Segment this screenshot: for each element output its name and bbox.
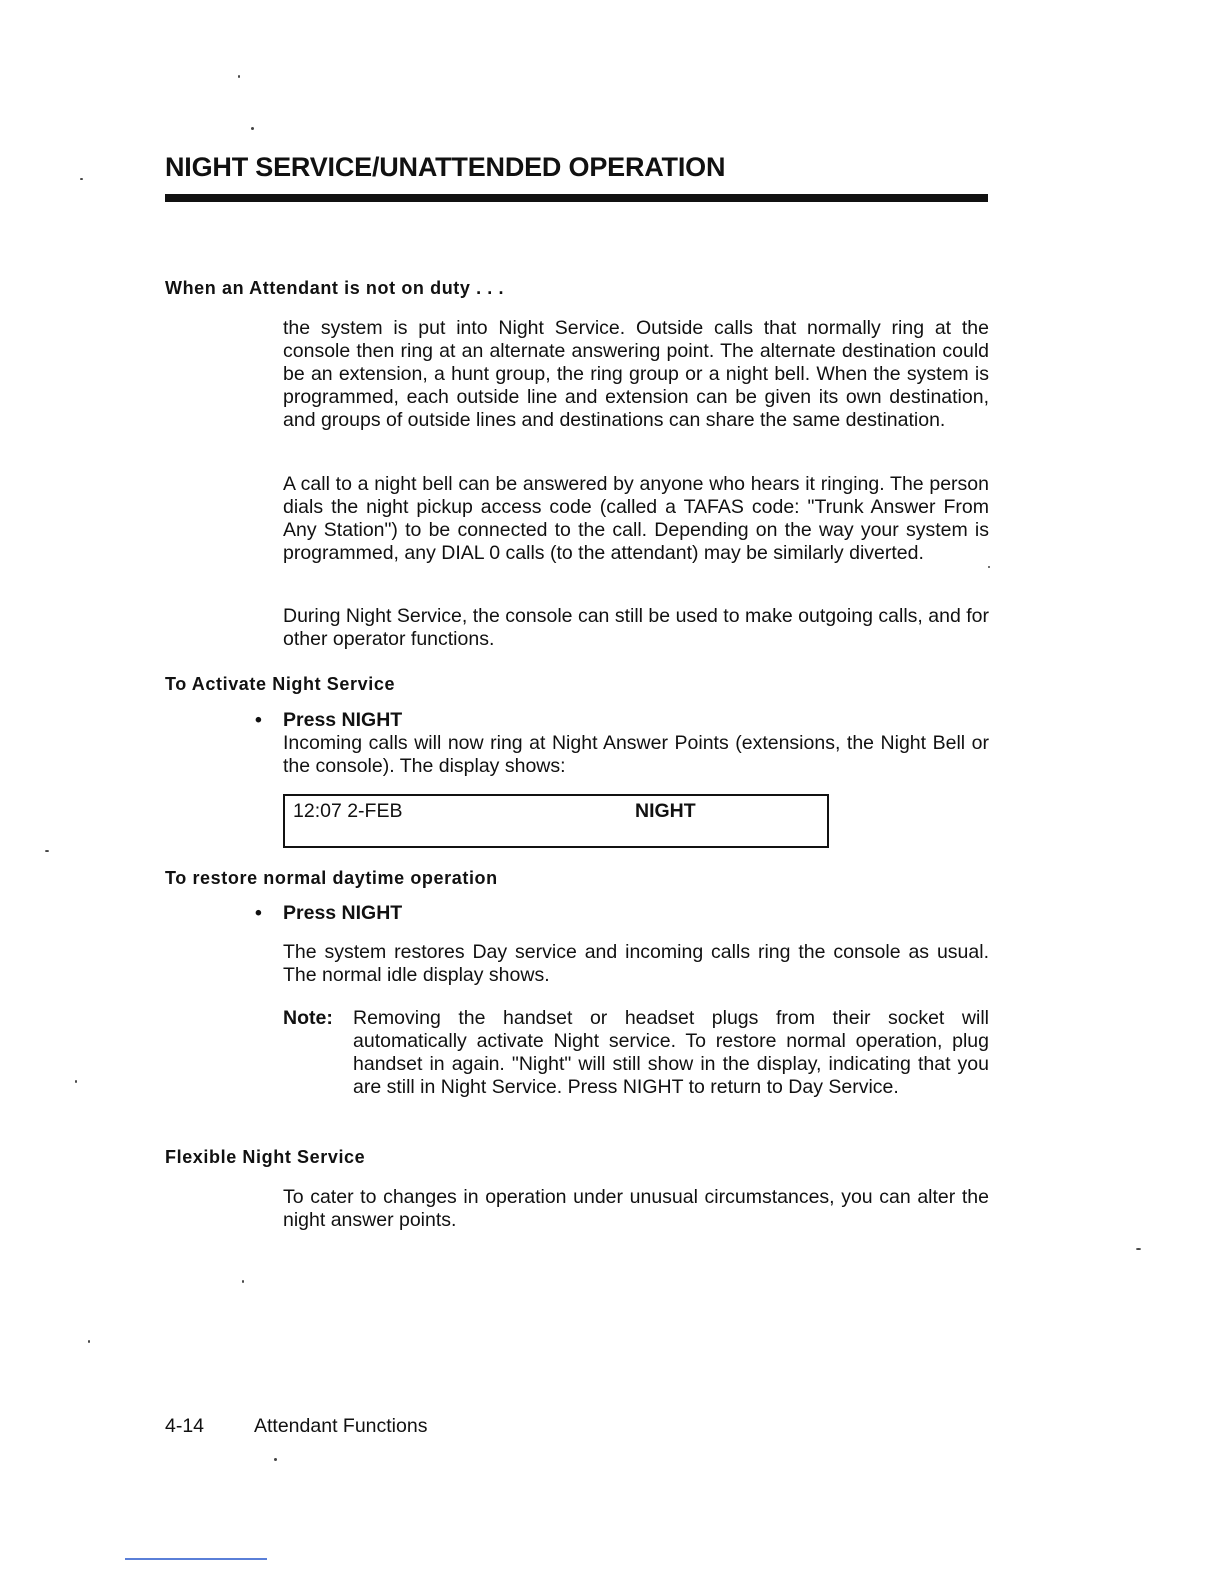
page-title: NIGHT SERVICE/UNATTENDED OPERATION [165,152,726,182]
activate-step-label: Press NIGHT [283,709,403,731]
scan-speck [242,1280,244,1283]
title-rule [165,194,988,202]
footer-section: Attendant Functions [254,1415,428,1437]
note-label: Note: [283,1007,333,1029]
scan-speck [274,1458,277,1461]
activate-heading: To Activate Night Service [165,674,396,694]
scan-speck [75,1080,77,1083]
intro-paragraph-1: the system is put into Night Service. Outside calls that normally ring at the console then ring at an alternate answering point. The alternate destination could be an extension, a hunt group, the ring group or a night bell. When the system is programmed, each outside line and extension can be given its own destination, and groups of outside lines and destinations can share the same destination. [283,317,989,431]
activate-step [255,709,402,732]
scan-speck [80,178,83,180]
intro-paragraph-2: A call to a night bell can be answered by anyone who hears it ringing. The person dials the night pickup access code (called a TAFAS code: "Trunk Answer From Any Station") to be connected to the call. Depending on the way your system is programmed, any DIAL 0 calls (to the attendant) may be similarly diverted. [283,473,989,564]
intro-heading: When an Attendant is not on duty . . . [165,278,505,298]
bottom-edge-line [125,1558,267,1560]
restore-step-label: Press NIGHT [283,902,403,924]
restore-heading: To restore normal daytime operation [165,868,498,888]
scan-speck [1136,1248,1141,1250]
console-display [283,794,829,848]
page-number: 4-14 [165,1415,205,1437]
scan-speck [238,75,240,78]
flexible-heading: Flexible Night Service [165,1147,366,1167]
activate-text: Incoming calls will now ring at Night Answer Points (extensions, the Night Bell or the console). The display shows: [283,732,989,777]
scan-speck [45,850,49,852]
restore-step [255,902,402,925]
scan-speck [988,566,990,568]
scan-speck [88,1340,90,1343]
display-time-date: 12:07 2-FEB [293,800,403,822]
display-mode: NIGHT [635,800,696,822]
flexible-text: To cater to changes in operation under unusual circumstances, you can alter the night answer points. [283,1186,989,1231]
scan-speck [251,127,254,130]
note-text: Removing the handset or headset plugs from their socket will automatically activate Night service. To restore normal operation, plug handset in again. "Night" will still show in the display, indicating that you are still in Night Service. Press NIGHT to return to Day Service. [353,1007,989,1098]
restore-text: The system restores Day service and incoming calls ring the console as usual. The normal idle display shows. [283,941,989,986]
bullet-icon: • [255,709,262,731]
intro-paragraph-3: During Night Service, the console can still be used to make outgoing calls, and for other operator functions. [283,605,989,650]
bullet-icon: • [255,902,262,924]
